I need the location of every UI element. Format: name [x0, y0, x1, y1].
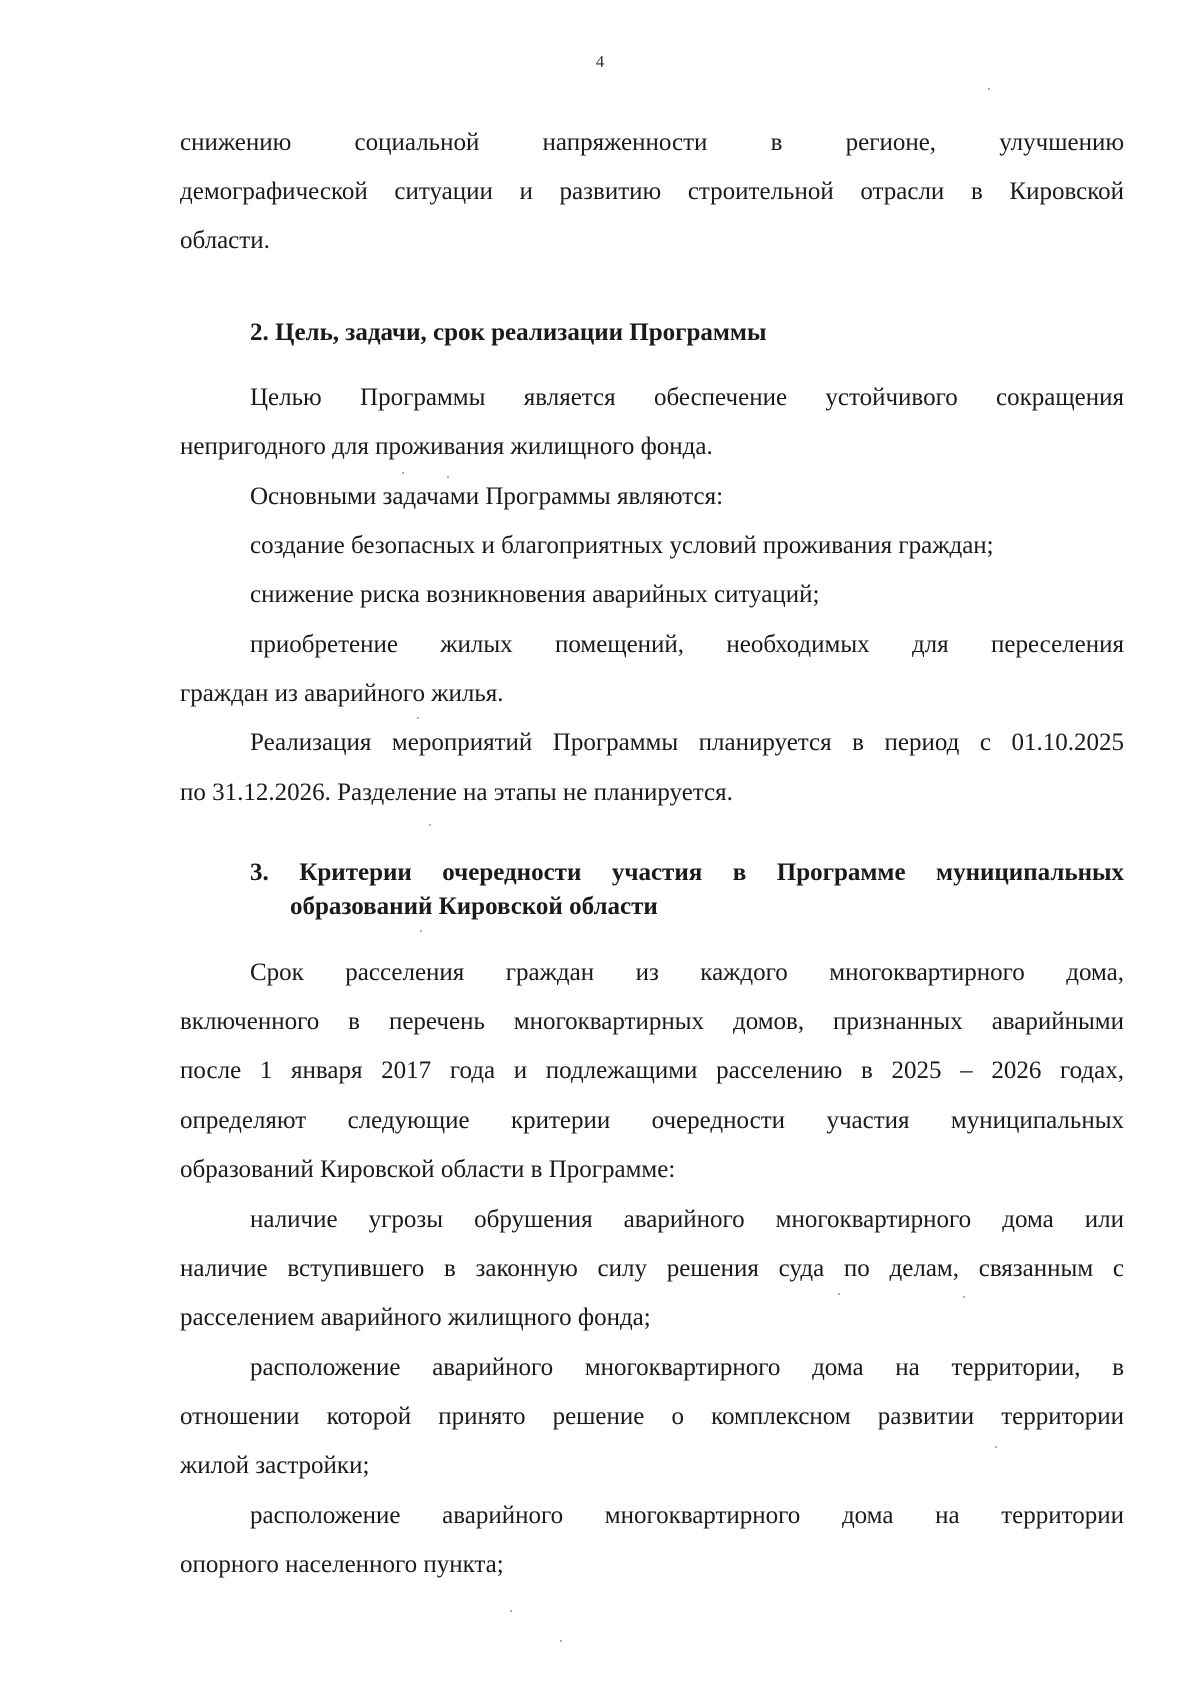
paragraph-line: области. [180, 227, 270, 254]
paragraph-line: Срок расселения граждан из каждого многоквартирного дома, [250, 959, 1124, 986]
paragraph-line: снижению социальной напряженности в регионе, улучшению [180, 129, 1124, 156]
section-3-heading: образований Кировской области [290, 893, 658, 920]
paragraph-line: образований Кировской области в Программе: [180, 1156, 676, 1183]
list-item: жилой застройки; [180, 1452, 370, 1479]
paragraph-line: Реализация мероприятий Программы планируется в период с 01.10.2025 [250, 729, 1124, 756]
paragraph-line: включенного в перечень многоквартирных домов, признанных аварийными [180, 1008, 1124, 1035]
list-item: граждан из аварийного жилья. [180, 680, 504, 707]
scan-speck [963, 1296, 965, 1298]
list-item: снижение риска возникновения аварийных ситуаций; [250, 581, 820, 608]
list-item: отношении которой принято решение о комплексном развитии территории [180, 1403, 1124, 1430]
scan-speck [995, 1446, 997, 1448]
scan-speck [447, 476, 449, 478]
scan-speck [510, 1610, 512, 1612]
list-item: приобретение жилых помещений, необходимых для переселения [250, 631, 1124, 658]
paragraph-line: по 31.12.2026. Разделение на этапы не планируется. [180, 779, 733, 806]
paragraph-line: определяют следующие критерии очередности участия муниципальных [180, 1107, 1124, 1134]
scan-speck [560, 1640, 562, 1642]
list-item: расселением аварийного жилищного фонда; [180, 1304, 651, 1331]
paragraph-line: после 1 января 2017 года и подлежащими расселению в 2025 – 2026 годах, [180, 1057, 1124, 1084]
scan-speck [417, 717, 419, 719]
section-2-heading: 2. Цель, задачи, срок реализации Программы [250, 319, 767, 346]
scan-speck [988, 88, 990, 90]
list-item: наличие угрозы обрушения аварийного многоквартирного дома или [250, 1206, 1124, 1233]
list-item: наличие вступившего в законную силу решения суда по делам, связанным с [180, 1255, 1124, 1282]
scan-speck [429, 824, 431, 826]
paragraph-line: демографической ситуации и развитию строительной отрасли в Кировской [180, 178, 1124, 205]
list-item: расположение аварийного многоквартирного дома на территории [250, 1502, 1124, 1529]
scan-speck [838, 1293, 840, 1295]
paragraph-line: непригодного для проживания жилищного фонда. [180, 433, 713, 460]
scan-speck [402, 472, 404, 474]
section-3-heading: 3. Критерии очередности участия в Программе муниципальных [250, 859, 1124, 886]
scan-speck [420, 930, 422, 932]
list-item: расположение аварийного многоквартирного дома на территории, в [250, 1354, 1124, 1381]
page-number: 4 [595, 52, 605, 71]
paragraph-line: Основными задачами Программы являются: [250, 483, 724, 510]
list-item: создание безопасных и благоприятных условий проживания граждан; [250, 532, 994, 559]
paragraph-line: Целью Программы является обеспечение устойчивого сокращения [250, 384, 1124, 411]
list-item: опорного населенного пункта; [180, 1551, 504, 1578]
